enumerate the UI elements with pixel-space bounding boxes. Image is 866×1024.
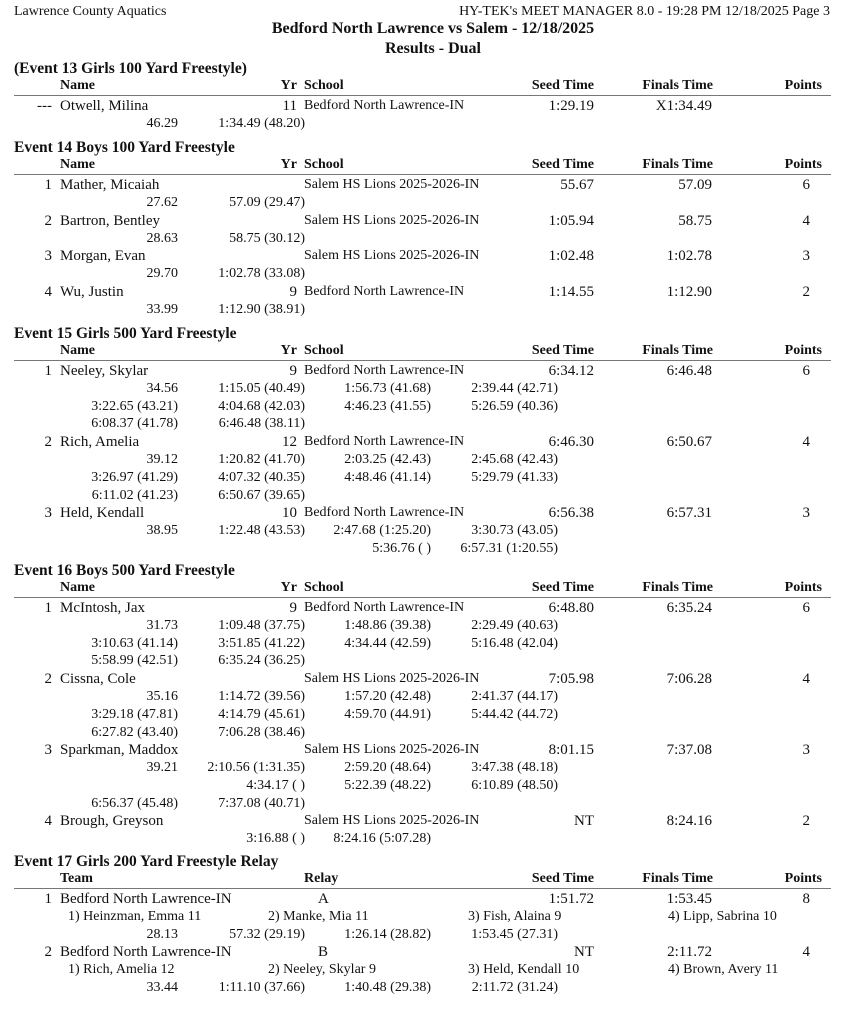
event-title: Event 14 Boys 100 Yard Freestyle [14,139,235,156]
split-time: 6:57.31 (1:20.55) [460,540,558,556]
split-time: 5:44.42 (44.72) [471,706,558,722]
points: 4 [802,944,810,961]
col-header-school: School [304,78,344,93]
split-time: 1:22.48 (43.53) [218,523,305,539]
split-time: 28.13 [146,926,178,942]
col-header-school: School [304,157,344,172]
relay-swimmer: 4) Lipp, Sabrina 10 [668,909,777,924]
col-header-finals-time: Finals Time [642,871,713,886]
col-header-team: Team [60,871,93,886]
split-time: 2:39.44 (42.71) [471,381,558,396]
seed-time: 1:29.19 [548,98,594,114]
seed-time: 55.67 [560,177,594,193]
relay-team: Bedford North Lawrence-IN [60,944,232,961]
result-place: 2 [44,944,52,961]
finals-time: 57.09 [678,177,712,193]
points: 3 [802,248,810,265]
split-time: 2:41.37 (44.17) [471,689,558,705]
col-header-school: School [304,580,344,595]
col-header-name: Name [60,580,95,595]
result-place: 1 [44,891,52,907]
col-header-yr: Yr [280,157,297,172]
col-header-points: Points [784,580,822,595]
split-time: 2:29.49 (40.63) [471,618,558,633]
split-time: 1:34.49 (48.20) [218,116,305,131]
split-time: 57.32 (29.19) [229,926,305,942]
col-header-points: Points [784,343,822,358]
swimmer-name: Morgan, Evan [60,248,146,265]
col-header-yr: Yr [280,78,297,93]
result-place: 1 [44,363,52,379]
event-title: Event 16 Boys 500 Yard Freestyle [14,562,235,579]
relay-swimmer: 1) Rich, Amelia 12 [68,962,175,978]
seed-time: 6:46.30 [548,434,594,451]
split-time: 28.63 [146,230,178,246]
split-time: 6:35.24 (36.25) [218,653,305,669]
finals-time: 1:12.90 [666,284,712,301]
split-time: 38.95 [146,523,178,539]
swimmer-school: Salem HS Lions 2025-2026-IN [304,177,480,192]
split-time: 3:29.18 (47.81) [91,706,178,722]
swimmer-name: Held, Kendall [60,505,145,522]
split-time: 4:34.44 (42.59) [344,635,431,651]
swimmer-name: Neeley, Skylar [60,363,149,379]
meet-title: Bedford North Lawrence vs Salem - 12/18/2025 [271,20,595,37]
split-time: 34.56 [146,381,178,396]
swimmer-name: Sparkman, Maddox [60,742,179,759]
points: 4 [802,671,810,688]
swimmer-school: Salem HS Lions 2025-2026-IN [304,212,480,228]
swimmer-name: Mather, Micaiah [60,177,160,193]
swimmer-school: Salem HS Lions 2025-2026-IN [304,248,480,264]
points: 2 [802,284,810,301]
split-time: 1:53.45 (27.31) [471,926,558,942]
swimmer-year: 9 [289,363,297,379]
result-place: --- [37,98,52,114]
col-header-finals-time: Finals Time [642,580,713,595]
split-time: 3:26.97 (41.29) [91,469,178,485]
points: 2 [802,813,810,830]
result-place: 3 [44,505,52,522]
split-time: 5:16.48 (42.04) [471,635,558,651]
split-time: 3:51.85 (41.22) [218,635,305,651]
split-time: 3:47.38 (48.18) [471,760,558,776]
swimmer-year: 12 [282,434,297,451]
relay-swimmer: 3) Fish, Alaina 9 [468,909,562,924]
split-time: 35.16 [146,689,178,705]
finals-time: 1:02.78 [666,248,712,265]
points: 4 [802,434,810,451]
points: 3 [802,742,810,759]
finals-time: 8:24.16 [666,813,712,830]
split-time: 4:04.68 (42.03) [218,398,305,414]
split-time: 7:06.28 (38.46) [218,724,305,740]
split-time: 27.62 [146,195,178,210]
relay-swimmer: 3) Held, Kendall 10 [468,962,580,978]
header-rule [14,597,831,598]
event-title: (Event 13 Girls 100 Yard Freestyle) [14,60,247,77]
split-time: 5:22.39 (48.22) [344,777,431,793]
split-time: 1:15.05 (40.49) [218,381,305,396]
split-time: 58.75 (30.12) [229,230,305,246]
col-header-relay: Relay [304,871,339,886]
seed-time: 6:48.80 [548,600,594,616]
split-time: 1:48.86 (39.38) [344,618,431,633]
col-header-points: Points [784,871,822,886]
split-time: 39.12 [146,452,178,468]
points: 6 [802,600,810,616]
result-place: 1 [44,600,52,616]
relay-swimmer: 1) Heinzman, Emma 11 [68,909,202,924]
points: 4 [802,212,810,229]
split-time: 31.73 [146,618,178,633]
swimmer-school: Bedford North Lawrence-IN [304,505,465,521]
swimmer-year: 10 [282,505,297,522]
points: 3 [802,505,810,522]
col-header-school: School [304,343,344,358]
swimmer-name: McIntosh, Jax [60,600,145,616]
col-header-finals-time: Finals Time [642,157,713,172]
split-time: 1:56.73 (41.68) [344,381,431,396]
relay-letter: A [318,891,329,907]
split-time: 5:29.79 (41.33) [471,469,558,485]
split-time: 4:46.23 (41.55) [344,398,431,414]
split-time: 46.29 [146,116,178,131]
split-time: 1:11.10 (37.66) [218,980,305,996]
finals-time: 2:11.72 [667,944,712,961]
software-stamp: HY-TEK's MEET MANAGER 8.0 - 19:28 PM 12/18/2025 Page 3 [459,4,830,19]
split-time: 3:22.65 (43.21) [91,398,178,414]
split-time: 2:03.25 (42.43) [344,452,431,468]
col-header-points: Points [784,157,822,172]
col-header-name: Name [60,157,95,172]
seed-time: 1:14.55 [548,284,594,301]
split-time: 2:11.72 (31.24) [471,980,558,996]
seed-time: 1:05.94 [548,212,594,229]
col-header-seed-time: Seed Time [531,580,594,595]
col-header-name: Name [60,78,95,93]
swimmer-school: Salem HS Lions 2025-2026-IN [304,813,480,829]
split-time: 1:09.48 (37.75) [218,618,305,633]
split-time: 6:56.37 (45.48) [91,795,178,811]
swimmer-school: Bedford North Lawrence-IN [304,98,465,113]
swimmer-name: Wu, Justin [60,284,124,301]
swimmer-year: 9 [289,600,297,616]
results-subtitle: Results - Dual [384,40,481,57]
swimmer-year: 11 [282,98,297,114]
split-time: 1:12.90 (38.91) [218,302,305,318]
header-rule [14,95,831,96]
finals-time: 1:53.45 [666,891,712,907]
split-time: 8:24.16 (5:07.28) [333,831,431,847]
finals-time: 58.75 [678,212,712,229]
split-time: 6:10.89 (48.50) [471,777,558,793]
split-time: 4:07.32 (40.35) [218,469,305,485]
split-time: 5:36.76 ( ) [372,540,431,556]
seed-time: 1:02.48 [548,248,594,265]
split-time: 29.70 [146,266,178,282]
swimmer-name: Rich, Amelia [60,434,140,451]
split-time: 7:37.08 (40.71) [218,795,305,811]
split-time: 1:02.78 (33.08) [218,266,305,282]
points: 6 [802,177,810,193]
col-header-points: Points [784,78,822,93]
finals-time: 6:46.48 [666,363,712,379]
split-time: 33.99 [146,302,178,318]
swimmer-school: Bedford North Lawrence-IN [304,284,465,300]
split-time: 3:30.73 (43.05) [471,523,558,539]
split-time: 1:40.48 (29.38) [344,980,431,996]
finals-time: 7:06.28 [666,671,712,688]
relay-letter: B [318,944,329,961]
split-time: 4:59.70 (44.91) [344,706,431,722]
finals-time: 6:50.67 [666,434,712,451]
split-time: 4:14.79 (45.61) [218,706,305,722]
split-time: 2:10.56 (1:31.35) [207,760,305,776]
finals-time: 6:57.31 [666,505,712,522]
seed-time: 7:05.98 [548,671,594,688]
seed-time: 6:34.12 [548,363,594,379]
relay-swimmer: 2) Manke, Mia 11 [268,909,369,924]
split-time: 39.21 [146,760,178,776]
swimmer-name: Cissna, Cole [60,671,136,688]
split-time: 3:10.63 (41.14) [91,635,178,651]
result-place: 2 [44,212,52,229]
col-header-finals-time: Finals Time [642,343,713,358]
finals-time: 7:37.08 [666,742,712,759]
swimmer-school: Bedford North Lawrence-IN [304,434,465,450]
split-time: 5:26.59 (40.36) [471,398,558,414]
col-header-seed-time: Seed Time [531,871,594,886]
split-time: 2:45.68 (42.43) [471,452,558,468]
relay-team: Bedford North Lawrence-IN [60,891,232,907]
col-header-name: Name [60,343,95,358]
swimmer-name: Otwell, Milina [60,98,149,114]
seed-time: 1:51.72 [548,891,594,907]
split-time: 33.44 [146,980,178,996]
header-rule [14,174,831,175]
split-time: 6:27.82 (43.40) [91,724,178,740]
relay-swimmer: 2) Neeley, Skylar 9 [268,962,376,978]
col-header-seed-time: Seed Time [531,78,594,93]
result-place: 2 [44,671,52,688]
split-time: 6:08.37 (41.78) [91,416,178,432]
split-time: 1:14.72 (39.56) [218,689,305,705]
header-rule [14,888,831,889]
result-place: 4 [44,284,52,301]
swimmer-school: Salem HS Lions 2025-2026-IN [304,742,480,758]
seed-time: NT [574,813,594,830]
split-time: 4:48.46 (41.14) [344,469,431,485]
split-time: 6:50.67 (39.65) [218,487,305,503]
points: 8 [802,891,810,907]
event-title: Event 17 Girls 200 Yard Freestyle Relay [14,853,279,870]
split-time: 4:34.17 ( ) [246,777,305,793]
split-time: 1:26.14 (28.82) [344,926,431,942]
result-place: 1 [44,177,52,193]
seed-time: 6:56.38 [548,505,594,522]
points: 6 [802,363,810,379]
split-time: 1:20.82 (41.70) [218,452,305,468]
event-title: Event 15 Girls 500 Yard Freestyle [14,325,237,342]
split-time: 57.09 (29.47) [229,195,305,210]
split-time: 3:16.88 ( ) [246,831,305,847]
swimmer-school: Bedford North Lawrence-IN [304,363,465,378]
split-time: 2:47.68 (1:25.20) [333,523,431,539]
swimmer-year: 9 [289,284,297,301]
split-time: 1:57.20 (42.48) [344,689,431,705]
finals-time: 6:35.24 [666,600,712,616]
result-place: 3 [44,742,52,759]
split-time: 5:58.99 (42.51) [91,653,178,669]
seed-time: NT [574,944,594,961]
swimmer-name: Brough, Greyson [60,813,164,830]
org-name: Lawrence County Aquatics [14,4,167,19]
col-header-seed-time: Seed Time [531,343,594,358]
result-place: 3 [44,248,52,265]
result-place: 2 [44,434,52,451]
seed-time: 8:01.15 [548,742,594,759]
col-header-finals-time: Finals Time [642,78,713,93]
col-header-seed-time: Seed Time [531,157,594,172]
swimmer-school: Salem HS Lions 2025-2026-IN [304,671,480,687]
split-time: 2:59.20 (48.64) [344,760,431,776]
split-time: 6:11.02 (41.23) [91,487,178,503]
split-time: 6:46.48 (38.11) [218,416,305,432]
finals-time: X1:34.49 [655,98,712,114]
header-rule [14,360,831,361]
col-header-yr: Yr [280,580,297,595]
col-header-yr: Yr [280,343,297,358]
result-place: 4 [44,813,52,830]
swimmer-name: Bartron, Bentley [60,212,160,229]
relay-swimmer: 4) Brown, Avery 11 [668,962,779,978]
swimmer-school: Bedford North Lawrence-IN [304,600,465,615]
